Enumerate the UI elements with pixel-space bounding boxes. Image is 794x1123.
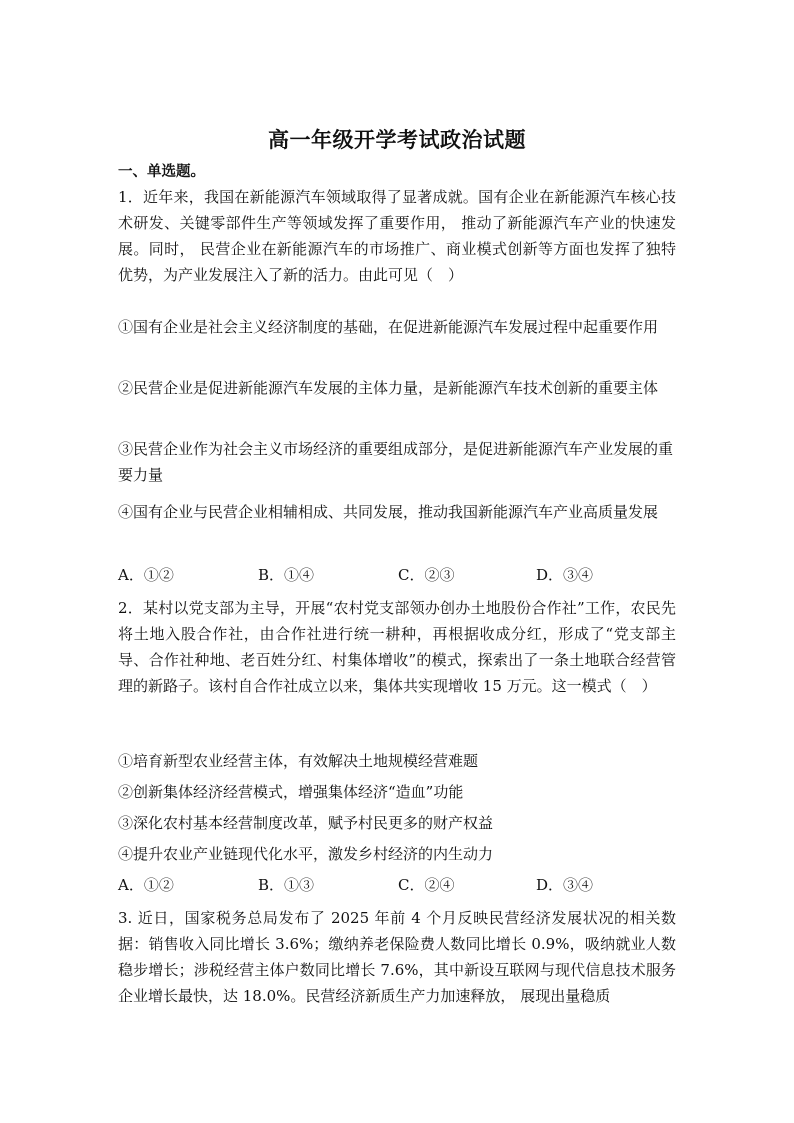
question-2-option-1: ①培育新型农业经营主体，有效解决土地规模经营难题	[118, 752, 479, 770]
question-1-option-2: ②民营企业是促进新能源汽车发展的主体力量，是新能源汽车技术创新的重要主体	[118, 379, 659, 397]
question-2-choice-c[interactable]: C．②④	[398, 876, 455, 894]
question-2-stem: 2．某村以党支部为主导，开展“农村党支部领办创办土地股份合作社”工作，农民先将土地入股合作社，由合作社进行统一耕种，再根据收成分红，形成了“党支部主导、合作社种地、老百姓分红、村集体增收”的模式，探索出了一条土地联合经营管理的新路子。该村自合作社成立以来，集体共实现增收 15 万元。这一模式（ ）	[118, 599, 676, 695]
question-2-choice-d[interactable]: D．③④	[536, 876, 594, 894]
question-1-option-1: ①国有企业是社会主义经济制度的基础，在促进新能源汽车发展过程中起重要作用	[118, 318, 659, 336]
question-2-option-4: ④提升农业产业链现代化水平，激发乡村经济的内生动力	[118, 845, 494, 863]
question-1-choice-a[interactable]: A．①②	[118, 566, 174, 584]
question-3-stem: 3. 近日，国家税务总局发布了 2025 年前 4 个月反映民营经济发展状况的相关数据：销售收入同比增长 3.6%；缴纳养老保险费人数同比增长 0.9%，吸纳就业人数稳步增长；涉税经营主体户数同比增长 7.6%，其中新设互联网与现代信息技术服务企业增长最快，达 18.0%。民营经济新质生产力加速释放， 展现出量稳质	[118, 909, 676, 1005]
question-1-choice-b[interactable]: B．①④	[258, 566, 315, 584]
exam-title: 高一年级开学考试政治试题	[268, 127, 526, 152]
question-1-stem: 1．近年来，我国在新能源汽车领域取得了显著成就。国有企业在新能源汽车核心技术研发、关键零部件生产等领域发挥了重要作用， 推动了新能源汽车产业的快速发展。同时， 民营企业在新能源汽车的市场推广、商业模式创新等方面也发挥了独特优势，为产业发展注入了新的活力。由此可见（ ）	[118, 188, 676, 284]
question-2-choice-a[interactable]: A．①②	[118, 876, 174, 894]
question-2-choices	[118, 874, 678, 898]
question-1-option-4: ④国有企业与民营企业相辅相成、共同发展，推动我国新能源汽车产业高质量发展	[118, 503, 659, 521]
question-1-choices	[118, 564, 678, 588]
question-2-choice-b[interactable]: B．①③	[258, 876, 315, 894]
question-2-option-2: ②创新集体经济经营模式，增强集体经济“造血”功能	[118, 783, 464, 801]
question-1-choice-d[interactable]: D．③④	[536, 566, 594, 584]
section-heading: 一、单选题。	[118, 163, 205, 180]
question-1-choice-c[interactable]: C．②③	[398, 566, 455, 584]
question-1-option-3: ③民营企业作为社会主义市场经济的重要组成部分，是促进新能源汽车产业发展的重要力量	[118, 440, 674, 484]
question-2-option-3: ③深化农村基本经营制度改革，赋予村民更多的财产权益	[118, 814, 494, 832]
